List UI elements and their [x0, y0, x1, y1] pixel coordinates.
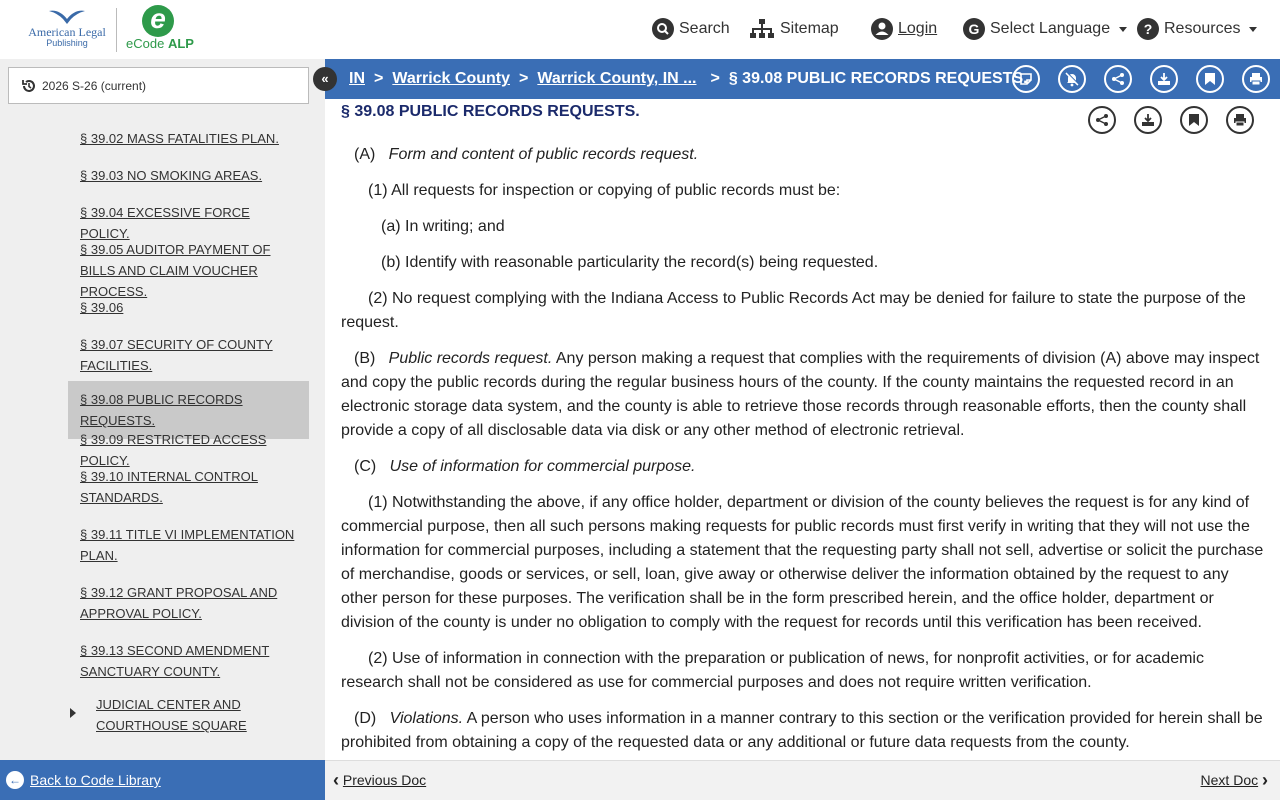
chevron-down-icon [1249, 27, 1257, 32]
document-content [325, 99, 1280, 760]
section-share-button[interactable] [1088, 106, 1116, 134]
download-icon [1141, 113, 1155, 127]
toc-item-39-03[interactable]: § 39.03 NO SMOKING AREAS. [80, 168, 263, 183]
logo-ala-line1: American Legal [28, 25, 106, 39]
para-a-label: (A) [354, 146, 376, 163]
breadcrumb-separator: > [710, 70, 720, 87]
para-b-heading: Public records request. [388, 350, 553, 367]
paragraph-a1: (1) All requests for inspection or copying of public records must be: [368, 182, 841, 199]
toc-folder-label: JUDICIAL CENTER AND COURTHOUSE SQUARE [96, 697, 247, 733]
next-doc-link[interactable] [1201, 772, 1268, 788]
svg-text:G: G [968, 21, 980, 37]
section-download-button[interactable] [1134, 106, 1162, 134]
expand-arrow-icon[interactable] [70, 708, 76, 718]
search-label: Search [679, 20, 730, 37]
paragraph-c1: (1) Notwithstanding the above, if any office holder, department or division of the county believes the request is for any kind of commercial purpose, then all such persons making requests for public records must first verify in writing that they will not use the information for commercial purposes, including a statement that the requesting party shall not sell, advertise or solicit the purchase of merchandise, goods or services, or sell, loan, give away or otherwise deliver the information obtained by the request to any other person for these purposes. The verification shall be in the form prescribed herein, and the office holder, department or division of the county is under no obligation to comply with the request for records until this verification has been received. [341, 494, 1264, 631]
ecode-suffix: ALP [167, 36, 194, 51]
para-b-text: Any person making a request that complies with the requirements of division (A) above may inspect and copy the public records during the regular business hours of the county. If the county maintains the requested record in an electronic storage data system, and the county is able to retrieve those records through reasonable efforts, then the county shall provide a copy of all disclosable data via disk or any other method of electronic retrieval. [341, 350, 1260, 439]
toc-item-39-06[interactable]: § 39.06 [80, 300, 124, 315]
sitemap-link[interactable] [749, 17, 839, 41]
ecode-logo[interactable] [124, 5, 196, 53]
para-d-label: (D) [354, 710, 377, 727]
share-icon [1095, 113, 1109, 127]
select-language-dropdown[interactable] [963, 17, 1127, 41]
section-toolbar [1088, 106, 1254, 134]
para-c-heading: Use of information for commercial purpose. [389, 458, 696, 475]
document-toolbar [1012, 65, 1270, 93]
page-title: § 39.08 PUBLIC RECORDS REQUESTS. [341, 103, 640, 120]
toc-item-39-02[interactable]: § 39.02 MASS FATALITIES PLAN. [80, 131, 279, 146]
toc-item-39-05[interactable]: § 39.05 AUDITOR PAYMENT OF BILLS AND CLAIM VOUCHER PROCESS. [80, 242, 271, 299]
svg-text:?: ? [1143, 21, 1153, 37]
toc-item-39-07[interactable]: § 39.07 SECURITY OF COUNTY FACILITIES. [80, 337, 273, 373]
section-bookmark-button[interactable] [1180, 106, 1208, 134]
sitemap-label: Sitemap [780, 20, 839, 37]
logo-divider [116, 8, 117, 52]
toc-item-39-10[interactable]: § 39.10 INTERNAL CONTROL STANDARDS. [80, 469, 258, 505]
logo-ala-line2: Publishing [46, 38, 88, 48]
resources-label: Resources [1164, 20, 1241, 37]
breadcrumb-separator: > [374, 70, 384, 87]
note-icon [1019, 72, 1033, 86]
back-to-library-link[interactable] [0, 760, 325, 800]
eagle-icon [47, 7, 87, 25]
top-header [0, 0, 1280, 59]
version-label: 2026 S-26 (current) [42, 78, 147, 93]
section-print-button[interactable] [1226, 106, 1254, 134]
doc-pagination [325, 760, 1280, 800]
search-link[interactable] [652, 17, 730, 41]
ecode-logo-text [124, 36, 196, 51]
paragraph-c2: (2) Use of information in connection with the preparation or publication of news, for nonprofit activities, or for academic research shall not be considered as use for commercial purposes and does not require written verification. [341, 650, 1204, 691]
bookmark-icon [1188, 113, 1200, 127]
login-link[interactable] [871, 17, 937, 41]
annotate-button[interactable] [1012, 65, 1040, 93]
toc-item-39-11[interactable]: § 39.11 TITLE VI IMPLEMENTATION PLAN. [80, 527, 295, 563]
user-icon [871, 18, 893, 40]
back-to-library-label: Back to Code Library [30, 772, 161, 788]
chevron-right-icon: › [1262, 770, 1268, 790]
notifications-off-button[interactable] [1058, 65, 1086, 93]
breadcrumb-warrick-county-code[interactable]: Warrick County, IN ... [537, 70, 697, 87]
toc-item-39-12[interactable]: § 39.12 GRANT PROPOSAL AND APPROVAL POLICY. [80, 585, 278, 621]
back-arrow-icon: ← [6, 771, 24, 789]
toc-folder-judicial-center[interactable] [68, 694, 309, 736]
search-icon [652, 18, 674, 40]
select-language-label: Select Language [990, 20, 1111, 37]
toc-item-39-08-active[interactable]: § 39.08 PUBLIC RECORDS REQUESTS. [68, 381, 309, 439]
chevron-down-icon [1119, 27, 1127, 32]
resources-dropdown[interactable] [1137, 17, 1257, 41]
breadcrumb-in[interactable]: IN [349, 70, 365, 87]
para-c-label: (C) [354, 458, 377, 475]
paragraph-c [341, 455, 1266, 479]
breadcrumb-warrick-county[interactable]: Warrick County [392, 70, 510, 87]
print-button[interactable] [1242, 65, 1270, 93]
share-button[interactable] [1104, 65, 1132, 93]
print-icon [1249, 72, 1263, 86]
toc-item-39-04[interactable]: § 39.04 EXCESSIVE FORCE POLICY. [80, 205, 250, 241]
print-icon [1233, 113, 1247, 127]
google-translate-icon [963, 18, 985, 40]
version-selector[interactable] [8, 67, 309, 104]
sitemap-icon [749, 18, 775, 40]
paragraph-a-a: (a) In writing; and [381, 218, 505, 235]
bookmark-button[interactable] [1196, 65, 1224, 93]
paragraph-a-b: (b) Identify with reasonable particularity the record(s) being requested. [381, 254, 879, 271]
ecode-name: eCode [126, 36, 165, 51]
history-icon [21, 78, 37, 94]
breadcrumb-current: § 39.08 PUBLIC RECORDS REQUESTS. [728, 70, 1028, 87]
paragraph-d [341, 707, 1266, 755]
toc-item-39-13[interactable]: § 39.13 SECOND AMENDMENT SANCTUARY COUNTY. [80, 643, 270, 679]
para-d-heading: Violations. [389, 710, 464, 727]
toc-sidebar [0, 59, 325, 760]
previous-doc-link[interactable] [333, 772, 426, 788]
paragraph-a [341, 143, 1266, 167]
para-d-text: A person who uses information in a manner contrary to this section or the verification provided for herein shall be prohibited from obtaining a copy of the requested data or any additional or future data requests from the county. [341, 710, 1263, 751]
bell-off-icon [1064, 71, 1080, 87]
collapse-sidebar-button[interactable]: « [313, 67, 337, 91]
breadcrumb [349, 68, 1028, 90]
breadcrumb-bar [325, 59, 1280, 99]
paragraph-b [341, 347, 1266, 443]
bookmark-icon [1204, 72, 1216, 86]
para-b-label: (B) [354, 350, 376, 367]
paragraph-a2: (2) No request complying with the Indiana Access to Public Records Act may be denied for failure to state the purpose of the request. [341, 290, 1246, 331]
previous-doc-label: Previous Doc [342, 772, 427, 788]
para-a-heading: Form and content of public records request. [388, 146, 699, 163]
toc-item-39-09[interactable]: § 39.09 RESTRICTED ACCESS POLICY. [80, 432, 267, 468]
ecode-e-icon: e [142, 5, 174, 37]
american-legal-logo[interactable] [27, 7, 107, 53]
breadcrumb-separator: > [519, 70, 529, 87]
share-icon [1111, 72, 1125, 86]
help-icon [1137, 18, 1159, 40]
next-doc-label: Next Doc [1200, 772, 1259, 788]
download-button[interactable] [1150, 65, 1178, 93]
chevron-left-icon: ‹ [333, 770, 339, 790]
login-label: Login [898, 20, 938, 37]
download-icon [1157, 72, 1171, 86]
